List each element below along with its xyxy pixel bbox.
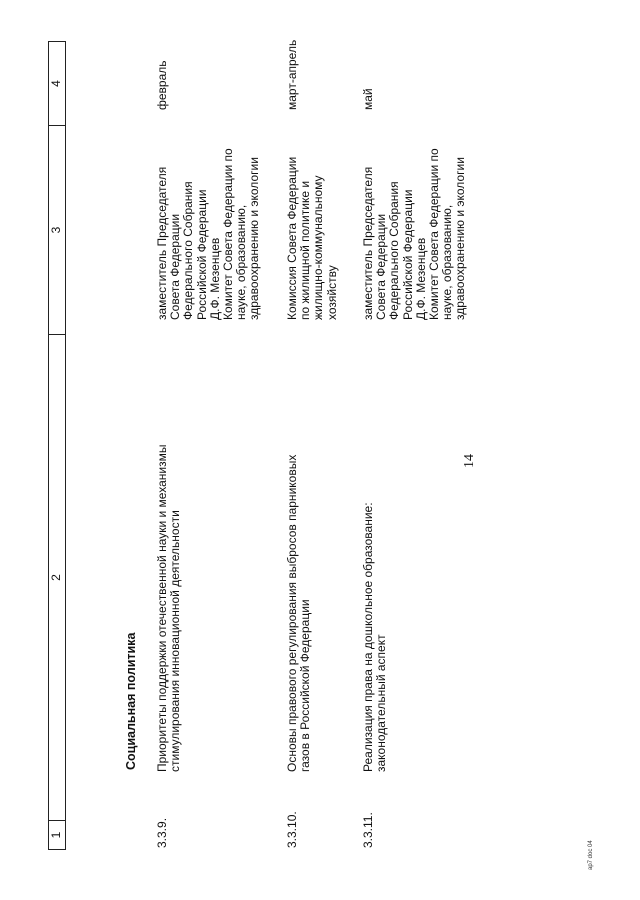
footer-code: ap7 doc 04 bbox=[588, 840, 594, 870]
row-responsible: Комиссия Совета Федерации по жилищной политике и жилищно-коммунальному хозяйству bbox=[285, 156, 339, 320]
row-number: 3.3.10. bbox=[285, 811, 299, 848]
header-col-4: 4 bbox=[48, 41, 66, 126]
row-term: март-апрель bbox=[285, 39, 299, 110]
row-topic: Основы правового регулирования выбросов парниковых газов в Российской Федерации bbox=[285, 454, 313, 772]
section-title: Социальная политика bbox=[124, 632, 138, 770]
row-topic: Реализация права на дошкольное образование: законодательный аспект bbox=[361, 502, 389, 772]
row-number: 3.3.9. bbox=[155, 817, 169, 848]
row-responsible: заместитель Председателя Совета Федерации Федерального Собрания Российской Федерации Д.Ф. Мезенцев Комитет Совета Федерации по науке, образованию, здравоохранению и экологии bbox=[155, 148, 262, 320]
row-topic: Приоритеты поддержки отечественной науки и механизмы стимулирования инновационной деятельности bbox=[155, 444, 183, 772]
row-term: февраль bbox=[155, 60, 169, 110]
row-responsible: заместитель Председателя Совета Федерации Федерального Собрания Российской Федерации Д.Ф. Мезенцев Комитет Совета Федерации по науке, образованию, здравоохранению и экологии bbox=[361, 148, 468, 320]
header-col-1: 1 bbox=[48, 820, 66, 850]
page-number: 14 bbox=[462, 454, 477, 468]
row-number: 3.3.11. bbox=[361, 812, 375, 848]
header-col-3: 3 bbox=[48, 125, 66, 335]
row-term: май bbox=[361, 88, 375, 110]
header-col-2: 2 bbox=[48, 334, 66, 821]
